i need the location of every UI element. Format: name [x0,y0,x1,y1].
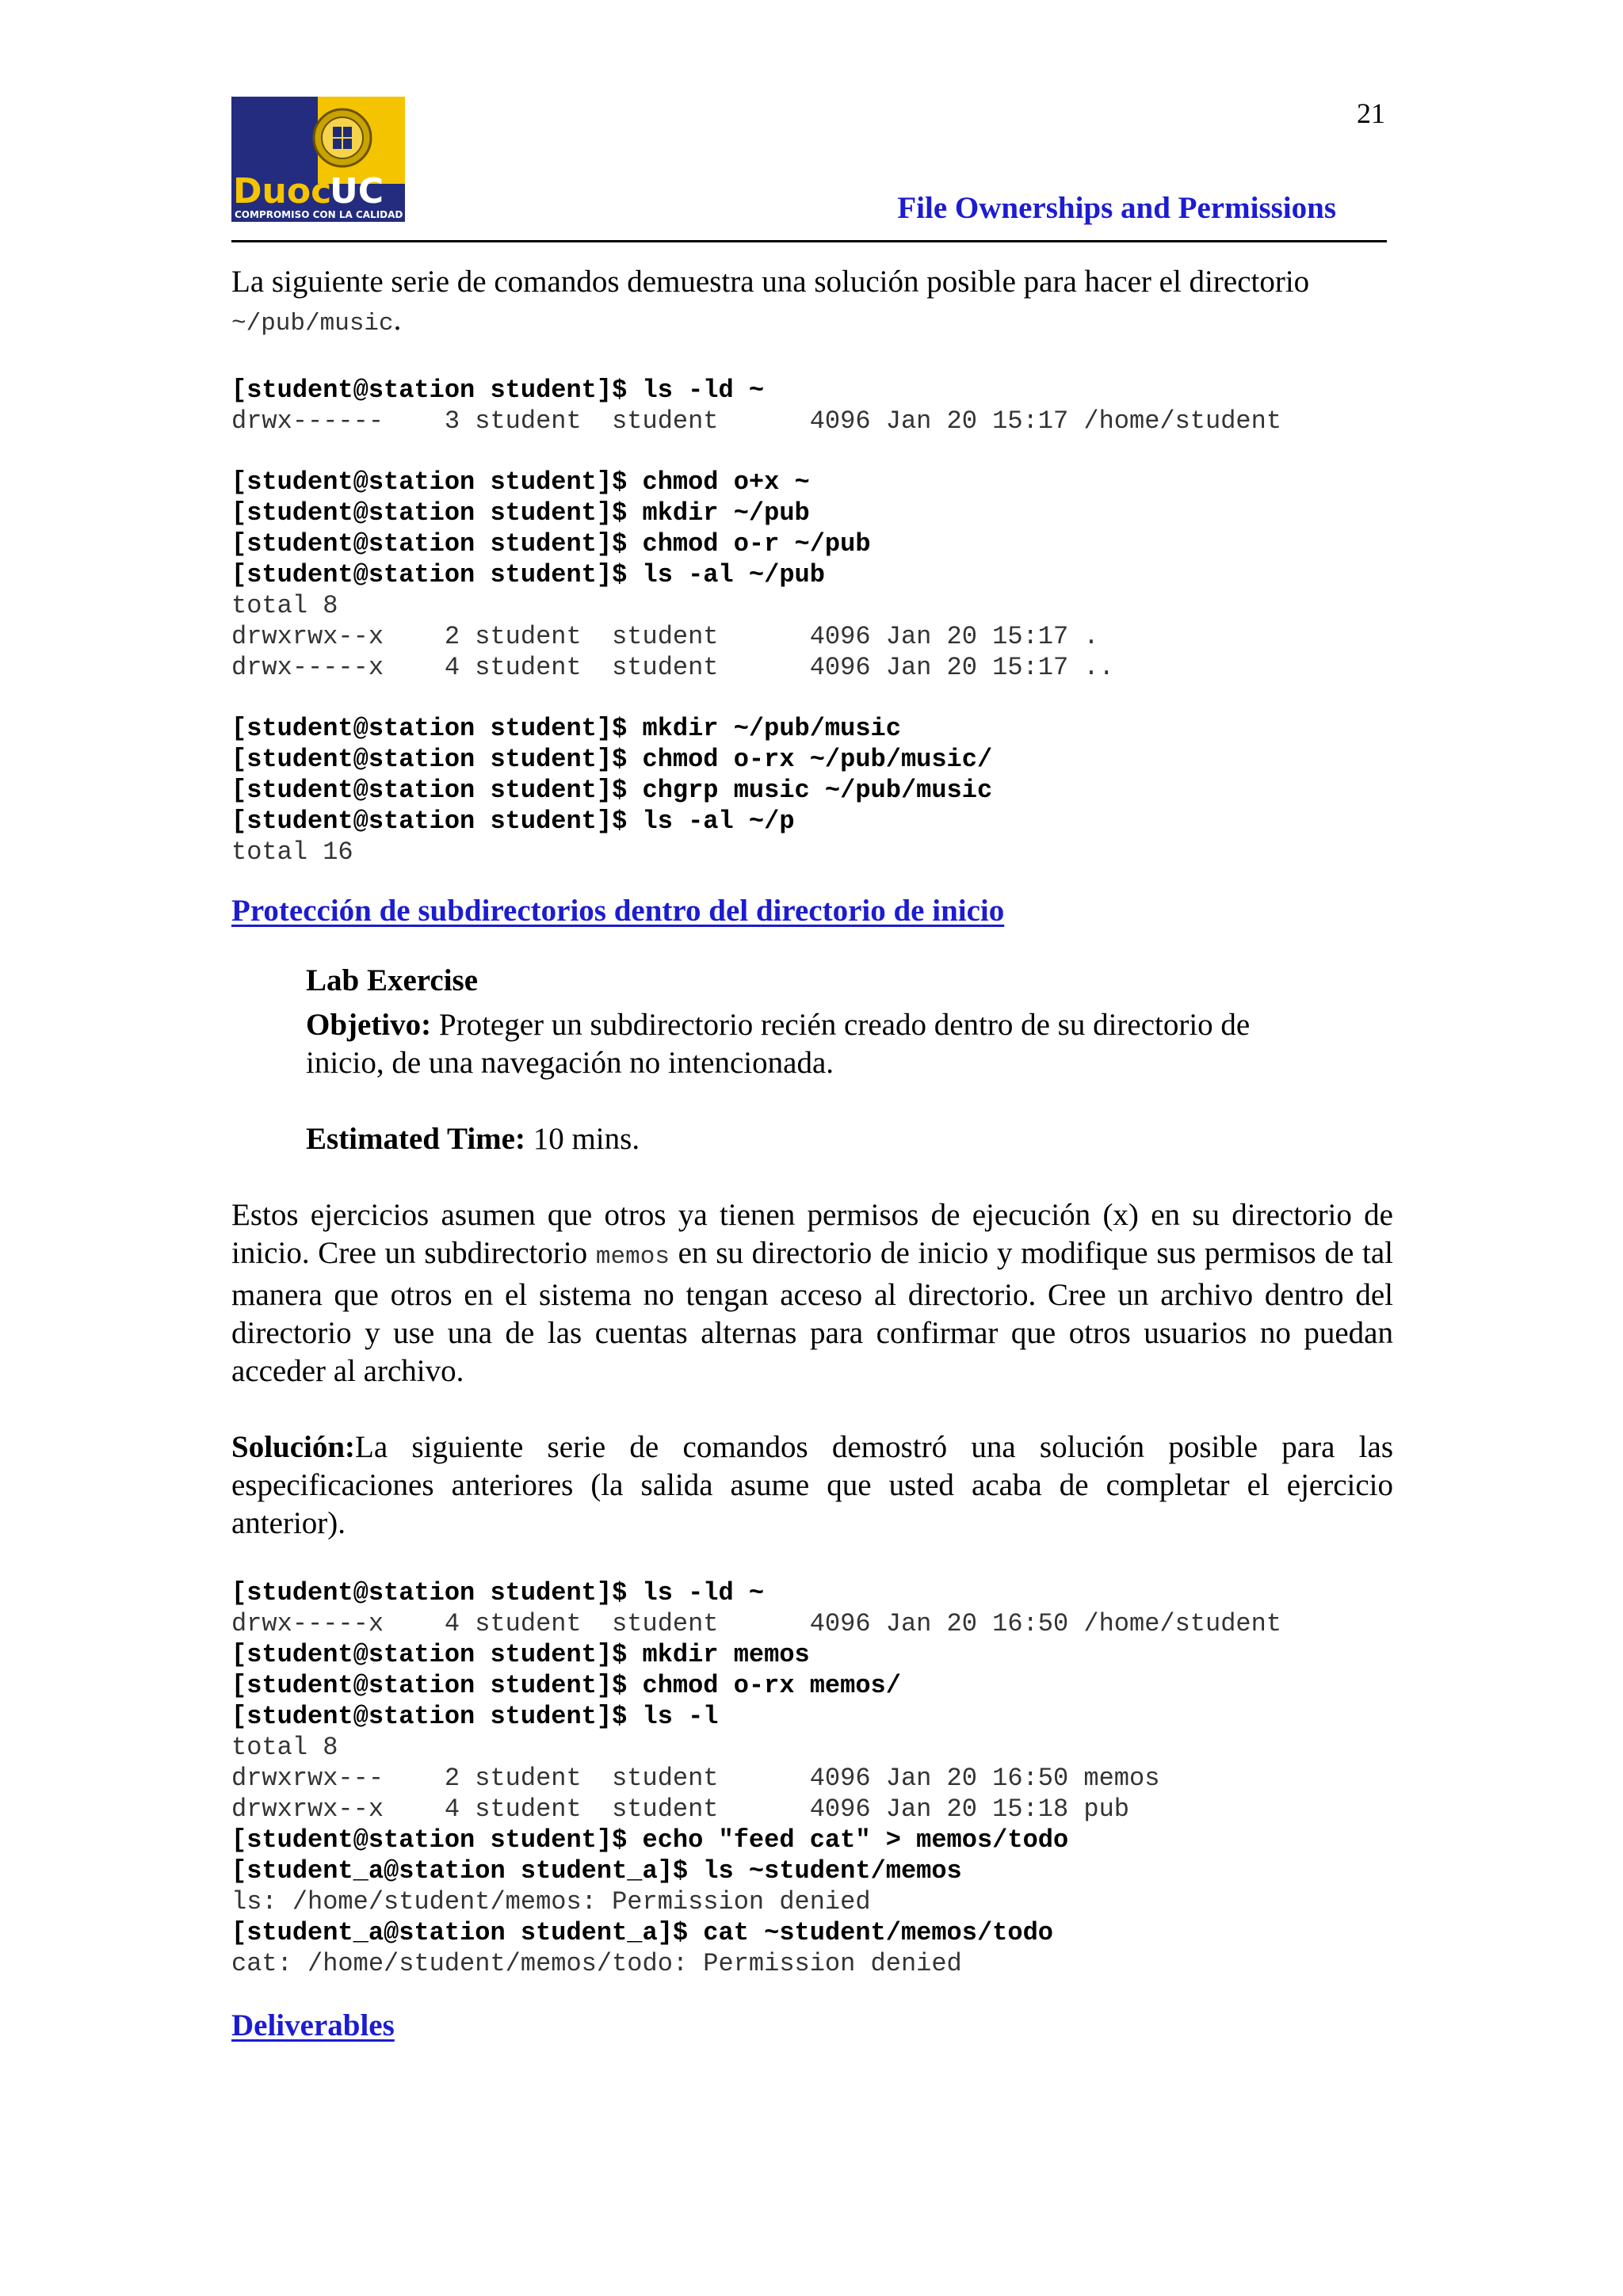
terminal-command-line: [student@station student]$ chmod o-r ~/pub [231,529,871,559]
terminal-output-line: drwxrwx--x 2 student student 4096 Jan 20 15:17 . [231,622,1099,651]
intro-paragraph [231,263,1393,343]
terminal-command-line: [student_a@station student_a]$ ls ~student/memos [231,1856,962,1886]
terminal-command-line: [student_a@station student_a]$ cat ~student/memos/todo [231,1918,1053,1947]
terminal-command-line: [student@station student]$ mkdir memos [231,1640,810,1669]
terminal-command-line: [student@station student]$ chmod o+x ~ [231,467,810,497]
terminal-output-line: total 8 [231,1733,338,1762]
terminal-block-4 [231,1577,1393,1979]
solution-paragraph [231,1428,1393,1543]
terminal-output-line: total 16 [231,837,353,867]
terminal-command-line: [student@station student]$ chmod o-rx ~/pub/music/ [231,745,993,774]
lab-objective [306,1006,1393,1044]
time-label: Estimated Time: [306,1122,525,1156]
objective-label: Objetivo: [306,1008,432,1042]
terminal-output-line: drwxrwx--x 4 student student 4096 Jan 20 15:18 pub [231,1794,1129,1824]
exercise-code: memos [595,1243,670,1271]
terminal-block-3 [231,713,1393,868]
solution-label: Solución: [231,1430,356,1464]
terminal-command-line: [student@station student]$ chmod o-rx memos/ [231,1671,901,1700]
exercise-paragraph [231,1196,1393,1390]
intro-path: ~/pub/music [231,310,394,338]
terminal-command-line: [student@station student]$ echo "feed cat" > memos/todo [231,1825,1069,1855]
terminal-command-line: [student@station student]$ ls -ld ~ [231,1578,765,1608]
terminal-block-2 [231,467,1393,683]
intro-end: . [393,303,402,337]
lab-exercise [306,962,1393,1158]
duocuc-logo [231,97,405,222]
page-content [231,263,1393,2043]
time-value: 10 mins. [525,1122,640,1156]
terminal-block-1 [231,375,1393,437]
header-divider [231,240,1387,242]
terminal-command-line: [student@station student]$ ls -al ~/pub [231,560,825,589]
page-number: 21 [1357,97,1385,129]
exercise-part2: en su directorio de inicio y modifique sus permisos de tal manera que otros en el sistema no tengan acceso al directorio. Cree un archivo dentro del directorio y use una de las cuentas alternas para confirmar que otros usuarios no puedan acceder al archivo. [231,1236,1393,1388]
lab-time [306,1120,1393,1158]
objective-line1: Proteger un subdirectorio recién creado dentro de su directorio de [431,1008,1251,1042]
heading-protection-link[interactable]: Protección de subdirectorios dentro del directorio de inicio [231,894,1005,928]
terminal-command-line: [student@station student]$ ls -al ~/p [231,807,795,836]
terminal-output-line: drwx------ 3 student student 4096 Jan 20 15:17 /home/student [231,406,1282,436]
terminal-command-line: [student@station student]$ ls -l [231,1702,719,1731]
terminal-output-line: drwx-----x 4 student student 4096 Jan 20 15:17 .. [231,653,1114,682]
svg-text:COMPROMISO CON LA CALIDAD: COMPROMISO CON LA CALIDAD [235,209,403,220]
svg-text:UC: UC [330,171,384,212]
intro-text: La siguiente serie de comandos demuestra una solución posible para hacer el directorio [231,265,1310,299]
terminal-output-line: drwxrwx--- 2 student student 4096 Jan 20 16:50 memos [231,1764,1160,1793]
terminal-output-line: total 8 [231,591,338,620]
lab-title: Lab Exercise [306,963,479,997]
terminal-output-line: cat: /home/student/memos/todo: Permission denied [231,1949,962,1978]
terminal-command-line: [student@station student]$ mkdir ~/pub/music [231,714,901,743]
terminal-command-line: [student@station student]$ ls -ld ~ [231,376,765,405]
section-title: File Ownerships and Permissions [897,191,1336,225]
svg-text:Duoc: Duoc [233,171,332,212]
terminal-output-line: ls: /home/student/memos: Permission denied [231,1887,871,1917]
heading-deliverables-link[interactable]: Deliverables [231,2008,395,2042]
exercise-part1: Estos ejercicios asumen que otros ya tienen permisos de ejecución (x) en su directorio de inicio. Cree un subdirectorio [231,1198,1393,1270]
terminal-output-line: drwx-----x 4 student student 4096 Jan 20 16:50 /home/student [231,1609,1282,1638]
terminal-command-line: [student@station student]$ chgrp music ~/pub/music [231,776,993,805]
terminal-command-line: [student@station student]$ mkdir ~/pub [231,498,810,528]
solution-text: La siguiente serie de comandos demostró una solución posible para las especificaciones anteriores (la salida asume que usted acaba de completar el ejercicio anterior). [231,1430,1393,1540]
objective-line2: inicio, de una navegación no intencionada. [306,1046,834,1080]
